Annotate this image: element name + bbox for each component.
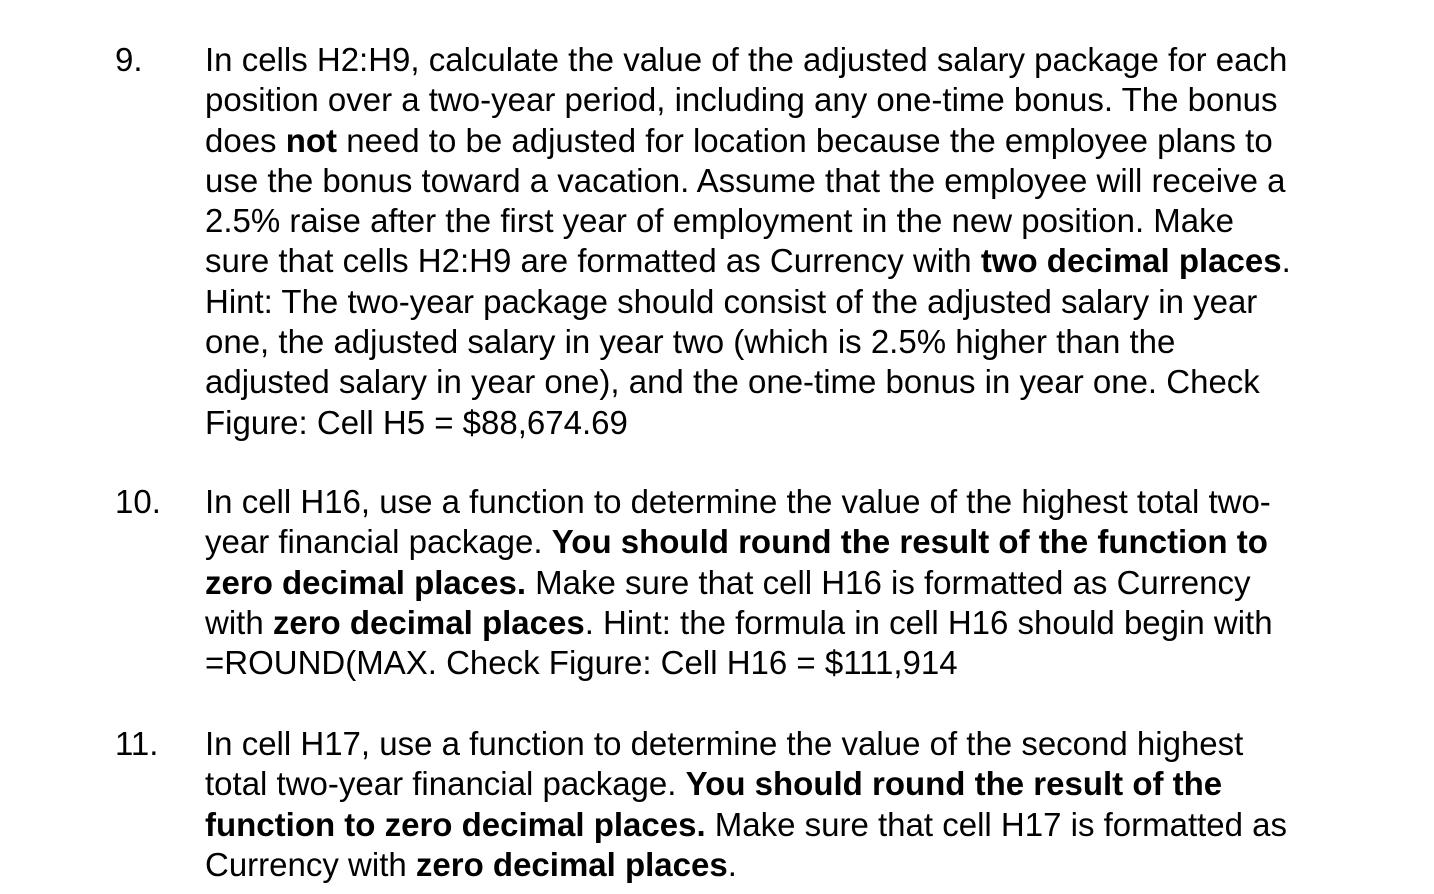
text-line: [205, 121, 1375, 161]
text-line: [205, 161, 1375, 201]
text-run: .: [727, 845, 737, 883]
text-run: year financial package.: [205, 523, 552, 561]
text-run: .: [1281, 242, 1291, 280]
text-line: [205, 80, 1375, 120]
text-line: [205, 40, 1375, 80]
bold-text: not: [285, 121, 338, 159]
text-run: 2.5% raise after the first year of employment in the new position. Make: [205, 202, 1234, 240]
text-run: Make sure that cell H16 is formatted as Currency: [526, 563, 1251, 601]
text-line: [205, 764, 1375, 804]
item-number: 10.: [115, 483, 161, 520]
text-run: Currency with: [205, 845, 416, 883]
bold-text: function to zero decimal places.: [205, 805, 706, 843]
bold-text: You should round the result of the function to: [551, 523, 1268, 561]
text-line: [205, 322, 1375, 362]
text-run: Make sure that cell H17 is formatted as: [705, 805, 1288, 843]
text-run: with: [205, 603, 273, 641]
text-run: total two-year financial package.: [205, 765, 686, 803]
bold-text: two decimal places: [980, 242, 1282, 280]
bold-text: zero decimal places.: [205, 563, 526, 601]
item-text: [205, 40, 1375, 443]
bold-text: zero decimal places: [415, 845, 728, 883]
text-run: . Hint: the formula in cell H16 should begin with: [584, 603, 1273, 641]
bold-text: You should round the result of the: [685, 765, 1223, 803]
text-line: [205, 282, 1375, 322]
text-run: need to be adjusted for location because the employee plans to: [337, 121, 1273, 159]
text-line: [205, 362, 1375, 402]
text-run: one, the adjusted salary in year two (which is 2.5% higher than the: [205, 323, 1176, 361]
bold-text: zero decimal places: [272, 603, 585, 641]
text-line: [205, 241, 1375, 281]
text-line: [205, 643, 1375, 683]
text-run: =ROUND(MAX. Check Figure: Cell H16 = $111,914: [205, 644, 958, 682]
text-run: Figure: Cell H5 = $88,674.69: [205, 403, 628, 441]
text-line: [205, 563, 1375, 603]
item-number: 11.: [115, 725, 159, 762]
text-line: [205, 724, 1375, 764]
text-run: In cells H2:H9, calculate the value of the adjusted salary package for each: [205, 41, 1288, 78]
text-line: [205, 845, 1375, 885]
text-run: adjusted salary in year one), and the one-time bonus in year one. Check: [205, 363, 1260, 401]
text-line: [205, 603, 1375, 643]
text-line: [205, 201, 1375, 241]
text-run: sure that cells H2:H9 are formatted as Currency with: [205, 242, 981, 280]
item-text: [205, 724, 1375, 885]
text-run: use the bonus toward a vacation. Assume that the employee will receive a: [205, 161, 1286, 199]
text-line: [205, 403, 1375, 443]
text-run: In cell H17, use a function to determine the value of the second highest: [205, 725, 1244, 762]
text-run: Hint: The two-year package should consist of the adjusted salary in year: [205, 282, 1258, 320]
text-line: [205, 482, 1375, 522]
item-text: [205, 482, 1375, 683]
text-run: does: [205, 121, 286, 159]
item-number: 9.: [115, 41, 143, 78]
text-run: position over a two-year period, including any one-time bonus. The bonus: [205, 81, 1278, 119]
text-line: [205, 522, 1375, 562]
text-line: [205, 805, 1375, 845]
text-run: In cell H16, use a function to determine the value of the highest total two-: [205, 483, 1271, 520]
